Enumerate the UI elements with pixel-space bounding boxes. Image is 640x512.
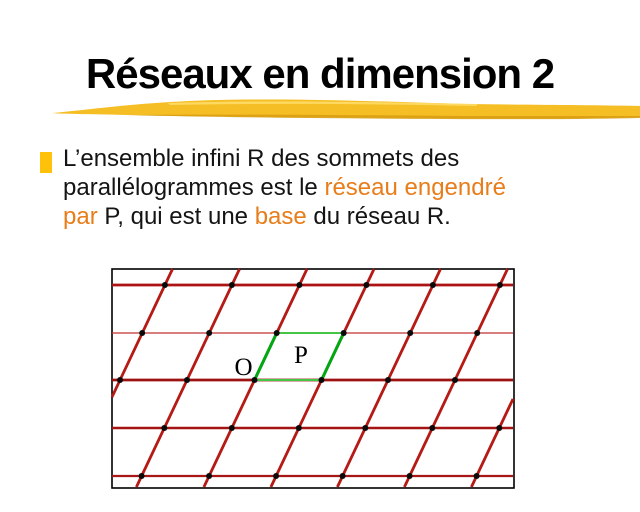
lattice-vertex-dot xyxy=(229,425,235,431)
lattice-vertex-dot xyxy=(319,377,325,383)
lattice-vertex-dot xyxy=(452,377,458,383)
lattice-vertex-dot xyxy=(340,473,346,479)
paragraph-line-3 xyxy=(63,202,603,231)
lattice-vertex-dot xyxy=(496,425,502,431)
bullet-marker xyxy=(40,152,52,173)
text-segment-orange: par xyxy=(63,203,98,230)
lattice-vertex-dot xyxy=(162,282,168,288)
lattice-vertex-dot xyxy=(363,282,369,288)
lattice-vertex-dot xyxy=(139,473,145,479)
text-segment-orange: base xyxy=(254,203,307,230)
text-segment: parallélogrammes est le xyxy=(63,174,325,201)
title-underline-brushstroke xyxy=(48,96,640,126)
paragraph-line-1 xyxy=(63,144,603,173)
paragraph-line-2 xyxy=(63,173,603,202)
lattice-svg xyxy=(111,268,515,489)
lattice-vertex-dot xyxy=(474,330,480,336)
text-segment-orange: réseau engendré xyxy=(324,174,506,201)
lattice-vertex-dot xyxy=(274,330,280,336)
lattice-vertex-dot xyxy=(161,425,167,431)
label-O: O xyxy=(234,354,253,381)
lattice-vertex-dot xyxy=(273,473,279,479)
parallelogram-left-side xyxy=(255,333,277,380)
parallelogram-right-side xyxy=(322,333,344,380)
lattice-vertex-dot xyxy=(117,377,123,383)
lattice-vertex-dot xyxy=(474,473,480,479)
lattice-vertex-dot xyxy=(362,425,368,431)
lattice-vertex-dot xyxy=(497,282,503,288)
text-segment: du réseau R. xyxy=(306,203,451,230)
lattice-vertex-dot xyxy=(229,282,235,288)
lattice-vertex-dot xyxy=(429,425,435,431)
lattice-vertex-dot xyxy=(430,282,436,288)
lattice-vertex-dot xyxy=(407,330,413,336)
label-P: P xyxy=(294,342,308,369)
lattice-vertex-dot xyxy=(296,425,302,431)
lattice-vertex-dot xyxy=(385,377,391,383)
bullet-text xyxy=(63,144,603,231)
lattice-vertex-dot xyxy=(407,473,413,479)
lattice-vertex-dot xyxy=(184,377,190,383)
lattice-vertex-dot xyxy=(139,330,145,336)
lattice-diagram xyxy=(111,268,515,489)
lattice-vertex-dot xyxy=(296,282,302,288)
lattice-vertex-dot xyxy=(206,473,212,479)
lattice-vertex-dot xyxy=(341,330,347,336)
slide-title: Réseaux en dimension 2 xyxy=(85,50,555,97)
lattice-vertex-dot xyxy=(206,330,212,336)
text-segment: P, qui est une xyxy=(97,203,255,230)
text-segment: L’ensemble infini R des sommets des xyxy=(63,145,460,172)
